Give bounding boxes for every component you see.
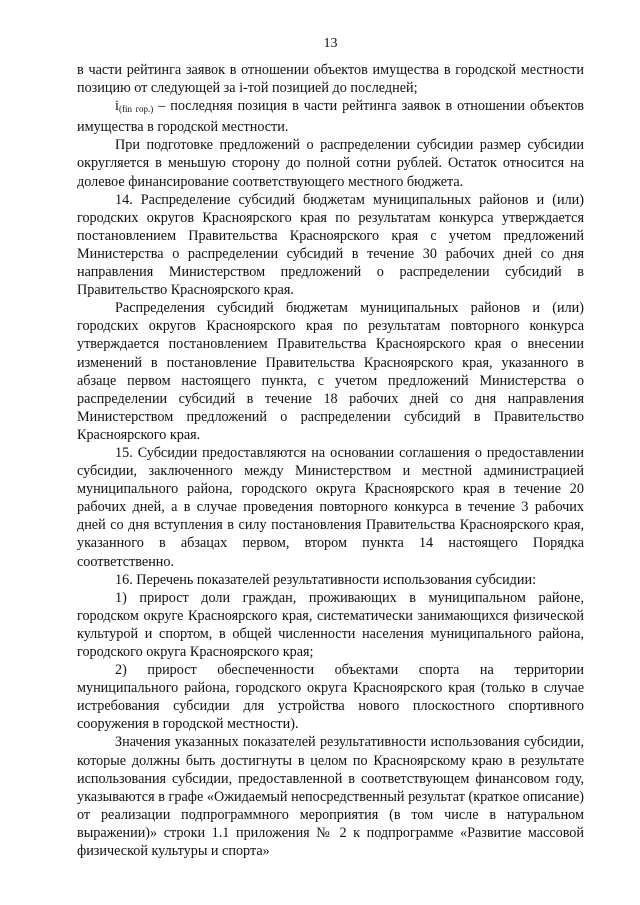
formula-subscript: (fin гор.) <box>118 104 154 115</box>
formula-definition-text: – последняя позиция в части рейтинга заявок в отношении объектов имущества в городской местности. <box>77 98 584 136</box>
paragraph-item-16: 16. Перечень показателей результативности использования субсидии: <box>115 571 537 588</box>
paragraph-indicator-1: 1) прирост доли граждан, проживающих в муниципальном районе, городском округе Красноярского края, систематически занимающихся физической культурой и спортом, в общей численности населения муниципального района, городского округа Красноярского края; <box>77 589 584 660</box>
paragraph-repeat-contest: Распределения субсидий бюджетам муниципальных районов и (или) городских округов Красноярского края по результатам повторного конкурса утверждается постановлением Правительства Красноярского края о внесении изменений в постановление Правительства Красноярского края, указанного в абзаце первом настоящего пункта, с учетом предложений Министерства о распределении субсидий в течение 18 рабочих дней со дня направления Министерством предложений о распределении субсидий в Правительство Красноярского края. <box>77 300 584 443</box>
paragraph-indicator-values: Значения указанных показателей результативности использования субсидии, которые должны быть достигнуты в целом по Красноярскому краю в результате использования субсидии, предоставленной в соответствующем финансовом году, указываются в графе «Ожидаемый непосредственный результат (краткое описание) от реализации подпрограммного мероприятия (в том числе в натуральном выражении)» строки 1.1 приложения № 2 к подпрограмме «Развитие массовой физической культуры и спорта» <box>77 734 584 860</box>
paragraph-formula-definition <box>77 97 584 136</box>
formula-symbol: i <box>115 98 119 115</box>
paragraph-rounding: При подготовке предложений о распределении субсидии размер субсидии округляется в меньшую сторону до полной сотни рублей. Остаток относится на долевое финансирование соответствующего местного бюджета. <box>77 137 584 190</box>
paragraph-item-14: 14. Распределение субсидий бюджетам муниципальных районов и (или) городских округов Красноярского края по результатам конкурса утверждается постановлением Правительства Красноярского края с учетом предложений Министерства о распределении субсидий в течение 30 рабочих дней со дня направления Министерством предложений о распределении субсидий в Правительство Красноярского края. <box>77 191 584 299</box>
paragraph-indicator-2: 2) прирост обеспеченности объектами спорта на территории муниципального района, городского округа Красноярского края (только в случае истребования субсидии для устройства нового плоскостного спортивного сооружения в городской местности). <box>77 662 584 733</box>
page-number: 13 <box>323 36 338 51</box>
paragraph-rating-continuation: в части рейтинга заявок в отношении объектов имущества в городской местности позицию от следующей за i-той позицией до последней; <box>77 62 584 97</box>
paragraph-item-15: 15. Субсидии предоставляются на основании соглашения о предоставлении субсидии, заключенного между Министерством и местной администрацией муниципального района, городского округа Красноярского края в течение 20 рабочих дней, а в случае проведения повторного конкурса в течение 3 рабочих дней со дня вступления в силу постановления Правительства Красноярского края, указанного в абзацах первом, втором пункта 14 настоящего Порядка соответственно. <box>77 444 584 570</box>
